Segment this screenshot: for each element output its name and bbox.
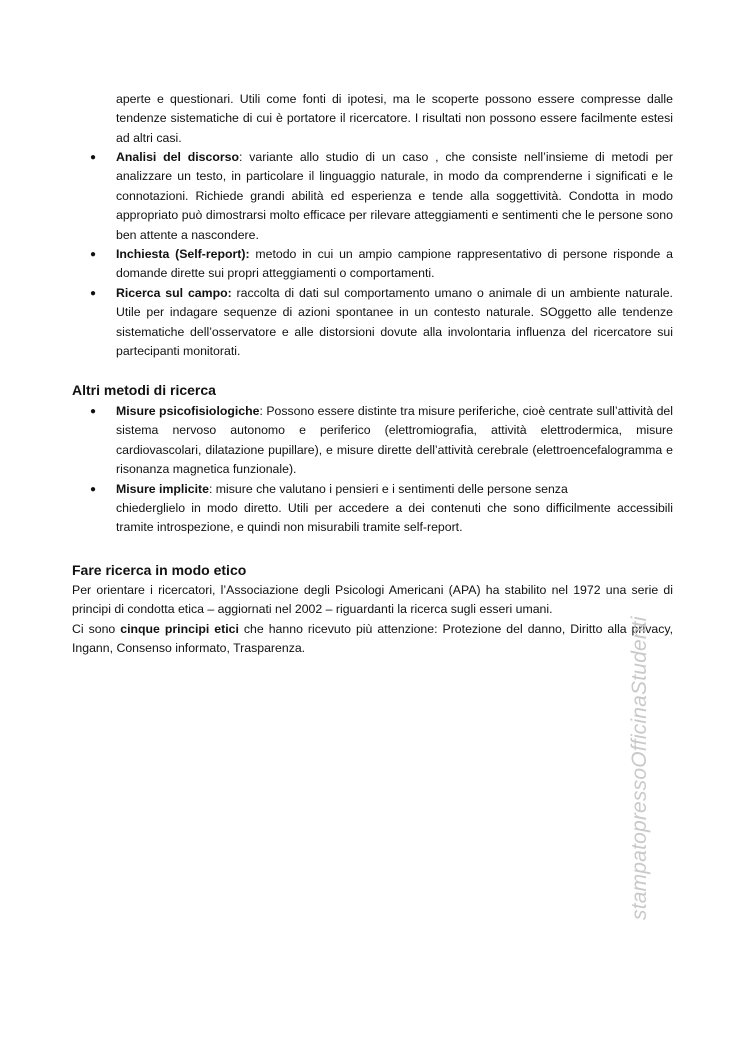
other-methods-list bbox=[72, 402, 673, 538]
research-methods-list bbox=[72, 148, 673, 361]
list-item-ricerca-campo bbox=[72, 284, 673, 362]
list-item-inchiesta bbox=[72, 245, 673, 284]
ethics-principles-paragraph bbox=[72, 620, 673, 659]
bullet-icon: ● bbox=[90, 406, 97, 417]
list-item-misure-implicite bbox=[72, 480, 673, 538]
section-heading-ricerca-etica: Fare ricerca in modo etico bbox=[72, 562, 247, 578]
list-item-misure-psicofisiologiche bbox=[72, 402, 673, 480]
item-term: Ricerca sul campo: bbox=[116, 285, 232, 300]
continuation-paragraph: aperte e questionari. Utili come fonti di ipotesi, ma le scoperte possono essere compresse dalle tendenze sistematiche di cui è portatore il ricercatore. I risultati non possono essere facilmente estesi ad altri casi. bbox=[116, 92, 673, 145]
bullet-icon: ● bbox=[90, 152, 97, 163]
item-text: : Possono essere distinte tra misure periferiche, cioè centrate sull’attività del sistema nervoso autonomo e periferico (elettromiografia, attività elettrodermica, misure cardiovascolari, dilatazione pupillare), e misure dirette dell’attività cerebrale (elettroencefalogramma e risonanza magnetica funzionale). bbox=[116, 404, 674, 477]
watermark-text: stampatopressoOfficinaStudenti bbox=[628, 616, 651, 920]
section-heading-altri-metodi: Altri metodi di ricerca bbox=[72, 382, 216, 398]
paragraph-text: Ci sono bbox=[72, 622, 121, 636]
bullet-icon: ● bbox=[90, 249, 97, 261]
paragraph-text: che hanno ricevuto più attenzione: Protezione del danno, Diritto alla privacy, Ingann, Consenso informato, Trasparenza. bbox=[72, 622, 673, 656]
item-text: metodo in cui un ampio campione rappresentativo di persone risponde a domande dirette sui propri atteggiamenti o comportamenti. bbox=[116, 247, 673, 281]
item-term: Analisi del discorso bbox=[116, 150, 239, 164]
paragraph-bold: cinque principi etici bbox=[120, 622, 239, 636]
bullet-icon: ● bbox=[90, 483, 97, 495]
item-term: Misure psicofisiologiche bbox=[116, 404, 260, 418]
ethics-paragraph: Per orientare i ricercatori, l’Associazione degli Psicologi Americani (APA) ha stabilito nel 1972 una serie di principi di condotta etica – aggiornati nel 2002 – riguardanti la ricerca sugli esseri umani. bbox=[72, 583, 673, 617]
item-text: raccolta di dati sul comportamento umano o animale di un ambiente naturale. Utile per indagare sequenze di azioni spontanee in un contesto naturale. SOggetto alle tendenze sistematiche dell’osservatore e alle distorsioni dovute alla involontaria influenza del ricercatore sui partecipanti monitorati. bbox=[116, 285, 673, 359]
item-text-continued: chiederglielo in modo diretto. Utili per accedere a dei contenuti che sono difficilmente accessibili tramite introspezione, e quindi non misurabili tramite self-report. bbox=[116, 501, 673, 535]
list-item-analisi-discorso bbox=[72, 148, 673, 245]
item-text: : misure che valutano i pensieri e i sentimenti delle persone senza bbox=[208, 481, 568, 496]
item-term: Misure implicite bbox=[116, 481, 209, 496]
item-term: Inchiesta (Self-report): bbox=[116, 247, 250, 262]
bullet-icon: ● bbox=[90, 287, 97, 299]
item-text: : variante allo studio di un caso , che consiste nell’insieme di metodi per analizzare un testo, in particolare il linguaggio naturale, in modo da comprenderne i significati e le connotazioni. Richiede grandi abilità ed esperienza e tende alla soggettività. Condotta in modo appropriato può dimostrarsi molto efficace per rilevare atteggiamenti e sentimenti che le persone sono ben attente a nascondere. bbox=[116, 150, 673, 242]
